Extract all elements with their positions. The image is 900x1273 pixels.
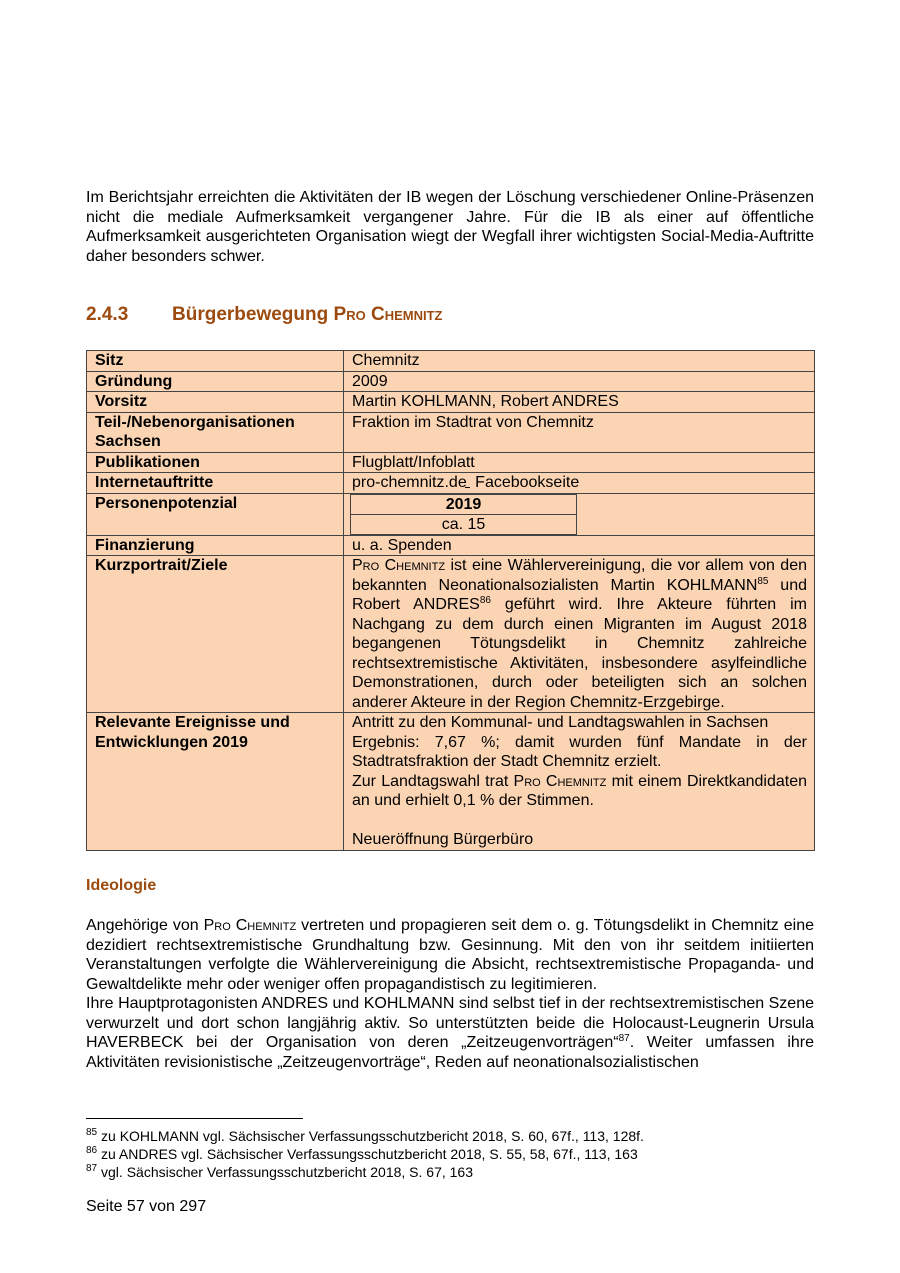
section-title-name: Pro Chemnitz <box>333 304 443 325</box>
organization-profile-table <box>86 350 815 851</box>
value-teilorganisationen: Fraktion im Stadtrat von Chemnitz <box>344 412 815 452</box>
label-kurzportrait: Kurzportrait/Ziele <box>87 556 344 713</box>
kurzportrait-text: und Robert ANDRES <box>352 576 807 613</box>
footnote-divider <box>86 1118 303 1119</box>
table-row <box>87 556 815 713</box>
paragraph-text: Angehörige von <box>86 917 204 934</box>
table-row <box>87 535 815 556</box>
table-row <box>87 392 815 413</box>
footnote-87 <box>86 1163 644 1181</box>
ereignis-line <box>352 772 807 811</box>
footnote-number: 85 <box>86 1127 98 1138</box>
paragraph-text: . Weiter umfassen ihre Aktivitäten revisionistische „Zeitzeugenvorträge“, Reden auf neonationalsozialistischen <box>86 1034 815 1071</box>
footnote-text: zu ANDRES vgl. Sächsischer Verfassungsschutzbericht 2018, S. 55, 58, 67f., 113, 163 <box>97 1146 638 1162</box>
table-row <box>87 713 815 851</box>
org-name: Pro Chemnitz <box>352 557 446 574</box>
section-heading <box>86 304 442 326</box>
footnote-85 <box>86 1127 644 1145</box>
ideologie-heading: Ideologie <box>86 877 157 894</box>
ereignis-text: Zur Landtagswahl trat <box>352 772 514 790</box>
section-number: 2.4.3 <box>86 304 129 325</box>
footnote-text: zu KOHLMANN vgl. Sächsischer Verfassungsschutzbericht 2018, S. 60, 67f., 113, 128f. <box>97 1128 644 1144</box>
intro-paragraph: Im Berichtsjahr erreichten die Aktivitäten der IB wegen der Löschung verschiedener Online-Präsenzen nicht die mediale Aufmerksamkeit vergangener Jahre. Für die IB als einer auf öffentliche Aufmerksamkeit ausgerichteten Organisation wiegt der Wegfall ihrer wichtigsten Social-Media-Auftritte daher besonders schwer. <box>86 189 814 265</box>
spacer <box>352 811 807 831</box>
paragraph-text: vertreten und propagieren seit dem o. g. Tötungsdelikt in Chemnitz eine dezidiert rechtsextremistische Grundhaltung bzw. Gesinnung. Mit den von ihr seitdem initiierten Veranstaltungen verfolgte die Wählervereinigung die Absicht, rechtsextremistische Propaganda- und Gewaltdelikte mehr oder weniger offen propagandistisch zu legitimieren. <box>86 917 815 993</box>
value-personenpotenzial <box>344 493 815 535</box>
kurzportrait-text: ist eine Wählervereinigung, die vor allem von den bekannten Neonationalsozialisten Martin KOHLMANN <box>352 557 808 594</box>
ideologie-paragraph-1 <box>86 916 814 994</box>
label-sitz: Sitz <box>87 351 344 372</box>
footnote-number: 86 <box>86 1145 98 1156</box>
ereignis-line: Antritt zu den Kommunal- und Landtagswahlen in Sachsen <box>352 714 769 731</box>
value-gruendung: 2009 <box>344 371 815 392</box>
footnote-ref-86[interactable]: 86 <box>479 595 491 606</box>
org-name: Pro Chemnitz <box>203 917 297 934</box>
kurzportrait-text: geführt wird. Ihre Akteure führten im Nachgang zu dem durch einen Migranten im August 2018 begangenen Tötungsdelikt in Chemnitz zahlreiche rechtsextremistische Aktivitäten, insbesondere asylfeindliche Demonstrationen, durch oder beteiligten sich an solchen anderer Akteure in der Region Chemnitz-Erzgebirge. <box>352 596 807 711</box>
label-gruendung: Gründung <box>87 371 344 392</box>
table-row <box>87 412 815 452</box>
value-publikationen: Flugblatt/Infoblatt <box>344 452 815 473</box>
value-finanzierung: u. a. Spenden <box>344 535 815 556</box>
footnote-number: 87 <box>86 1163 98 1174</box>
personenpotenzial-count: ca. 15 <box>351 514 577 534</box>
value-sitz: Chemnitz <box>344 351 815 372</box>
label-personenpotenzial: Personenpotenzial <box>87 493 344 535</box>
page-number: Seite 57 von 297 <box>86 1198 207 1215</box>
ideologie-body <box>86 916 814 1072</box>
ideologie-paragraph-2 <box>86 994 814 1072</box>
table-row <box>87 371 815 392</box>
label-teilorganisationen: Teil-/Nebenorganisationen Sachsen <box>87 412 344 452</box>
label-publikationen: Publikationen <box>87 452 344 473</box>
table-row <box>87 493 815 535</box>
paragraph-text: Ihre Hauptprotagonisten ANDRES und KOHLMANN sind selbst tief in der rechtsextremistischen Szene verwurzelt und dort schon langjährig aktiv. So unterstützten beide die Holocaust-Leugnerin Ursula HAVERBECK bei der Organisation von deren „Zeitzeugenvorträgen“ <box>86 995 814 1051</box>
facebook-text: Facebookseite <box>470 474 580 491</box>
personenpotenzial-table <box>350 494 577 535</box>
table-row <box>87 351 815 372</box>
label-ereignisse: Relevante Ereignisse und Entwicklungen 2019 <box>87 713 344 851</box>
value-vorsitz: Martin KOHLMANN, Robert ANDRES <box>344 392 815 413</box>
ereignis-line: Ergebnis: 7,67 %; damit wurden fünf Mandate in der Stadtratsfraktion der Stadt Chemnitz erzielt. <box>352 733 807 770</box>
table-row <box>87 473 815 494</box>
comma-mark <box>465 481 470 488</box>
label-vorsitz: Vorsitz <box>87 392 344 413</box>
label-internetauftritte: Internetauftritte <box>87 473 344 494</box>
personenpotenzial-year: 2019 <box>351 494 577 514</box>
website-link[interactable]: pro-chemnitz.de <box>352 474 467 491</box>
label-finanzierung: Finanzierung <box>87 535 344 556</box>
value-ereignisse <box>344 713 815 851</box>
value-kurzportrait <box>344 556 815 713</box>
ereignis-line: Neueröffnung Bürgerbüro <box>352 831 534 848</box>
footnote-ref-87[interactable]: 87 <box>618 1033 630 1044</box>
org-name: Pro Chemnitz <box>513 772 607 790</box>
footnotes <box>86 1127 644 1181</box>
footnote-86 <box>86 1145 644 1163</box>
footnote-ref-85[interactable]: 85 <box>757 575 769 587</box>
table-row <box>87 452 815 473</box>
footnote-text: vgl. Sächsischer Verfassungsschutzbericht 2018, S. 67, 163 <box>97 1164 474 1180</box>
value-internetauftritte <box>344 473 815 494</box>
ereignis-text: mit einem Direktkandidaten an und erhielt 0,1 % der Stimmen. <box>352 772 808 809</box>
section-title-prefix: Bürgerbewegung <box>172 304 334 325</box>
